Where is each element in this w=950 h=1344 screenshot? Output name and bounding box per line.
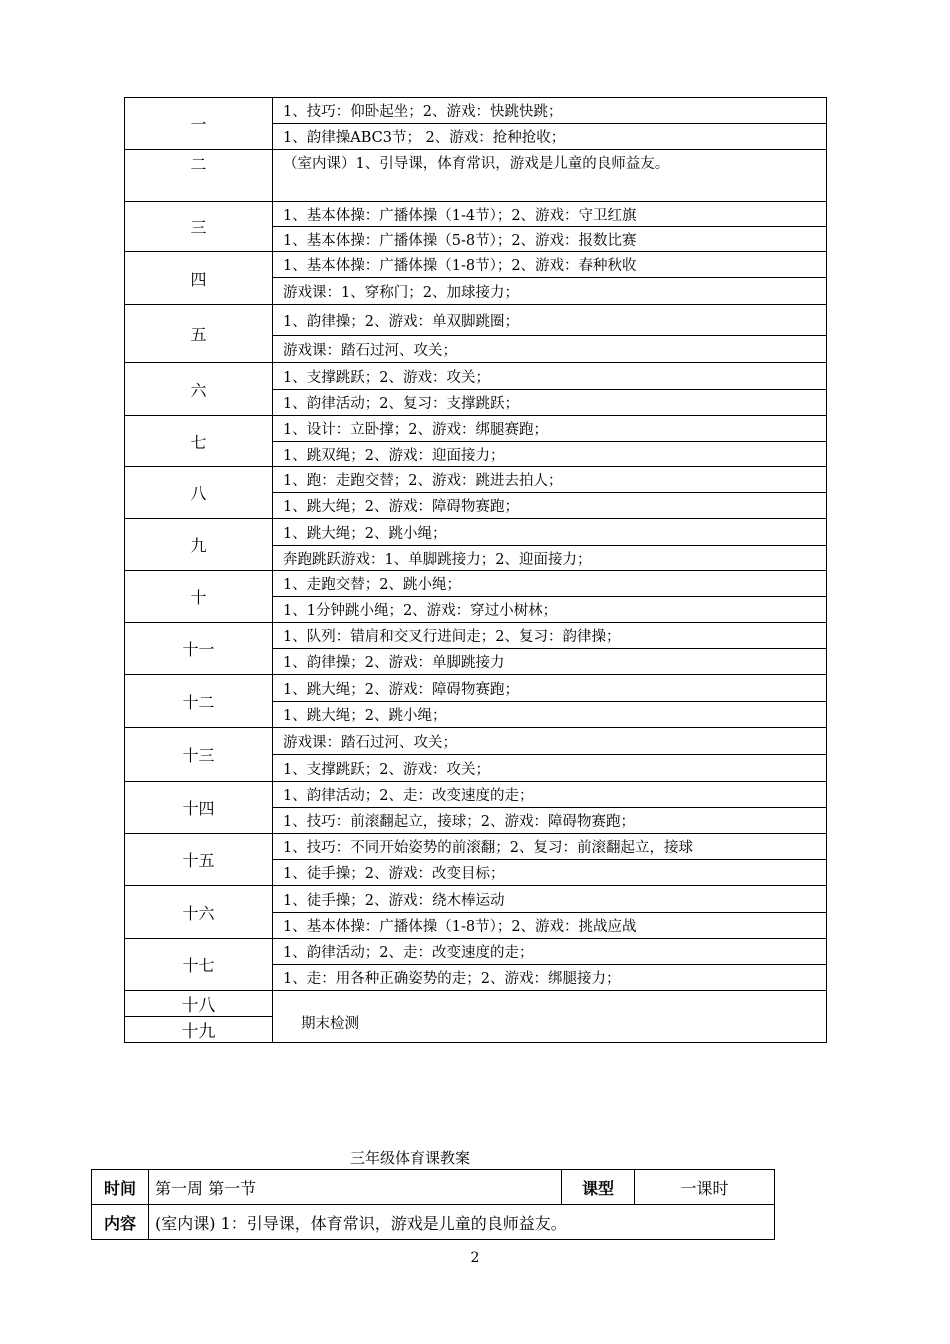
schedule-row [125, 305, 827, 336]
lesson-content: 游戏课：1、穿称门；2、加球接力； [273, 278, 827, 305]
lesson-content: 1、技巧：前滚翻起立，接球；2、游戏：障碍物赛跑； [273, 808, 827, 834]
content-value: (室内课) 1：引导课，体育常识，游戏是儿童的良师益友。 [149, 1205, 775, 1240]
lesson-content: 1、韵律活动；2、走：改变速度的走； [273, 939, 827, 965]
lesson-content: 1、技巧：仰卧起坐；2、游戏：快跳快跳； [273, 98, 827, 124]
week-label: 十一 [125, 623, 273, 675]
week-label: 十六 [125, 886, 273, 939]
schedule-row [125, 416, 827, 442]
schedule-row [125, 728, 827, 755]
week-label: 十八 [125, 991, 273, 1017]
lesson-content: 1、跳大绳；2、跳小绳； [273, 519, 827, 546]
page-number: 2 [470, 1250, 480, 1266]
lesson-content: 1、韵律操；2、游戏：单脚跳接力 [273, 649, 827, 675]
week-label: 十二 [125, 675, 273, 728]
lesson-content: 1、韵律操ABC3节； 2、游戏：抢种抢收； [273, 124, 827, 150]
lesson-content: 1、1分钟跳小绳；2、游戏：穿过小树林； [273, 597, 827, 623]
week-label: 七 [125, 416, 273, 467]
week-label: 三 [125, 202, 273, 252]
schedule-row [125, 363, 827, 390]
lesson-content: 1、基本体操：广播体操（1-8节）；2、游戏：春种秋收 [273, 252, 827, 278]
schedule-row [125, 675, 827, 702]
schedule-row [125, 623, 827, 649]
lesson-content: 1、技巧：不同开始姿势的前滚翻；2、复习：前滚翻起立，接球 [273, 834, 827, 860]
lesson-content: 1、跳大绳；2、游戏：障碍物赛跑； [273, 493, 827, 519]
lesson-content: 1、韵律活动；2、走：改变速度的走； [273, 782, 827, 808]
week-label: 一 [125, 98, 273, 150]
lesson-content: 1、基本体操：广播体操（5-8节）；2、游戏：报数比赛 [273, 227, 827, 252]
lesson-content: 奔跑跳跃游戏：1、单脚跳接力；2、迎面接力； [273, 546, 827, 571]
lesson-plan-table [91, 1169, 775, 1240]
week-label: 十四 [125, 782, 273, 834]
lesson-content: 1、支撑跳跃；2、游戏：攻关； [273, 755, 827, 782]
week-label: 四 [125, 252, 273, 305]
schedule-row [125, 150, 827, 202]
schedule-row [125, 991, 827, 1017]
lesson-content: 1、徒手操；2、游戏：改变目标； [273, 860, 827, 886]
type-label: 课型 [562, 1170, 635, 1205]
lesson-content: 1、基本体操：广播体操（1-8节）；2、游戏：挑战应战 [273, 913, 827, 939]
schedule-row [125, 834, 827, 860]
lesson-content: 1、跳大绳；2、游戏：障碍物赛跑； [273, 675, 827, 702]
lesson-plan-caption: 三年级体育课教案 [349, 1149, 470, 1167]
week-label: 二 [125, 150, 273, 202]
lesson-plan-time-row [92, 1170, 775, 1205]
time-value: 第一周 第一节 [149, 1170, 562, 1205]
schedule-row [125, 782, 827, 808]
schedule-row [125, 886, 827, 913]
lesson-content: 1、跳双绳；2、游戏：迎面接力； [273, 442, 827, 467]
schedule-row [125, 98, 827, 124]
final-exam-content: 期末检测 [273, 991, 827, 1043]
lesson-content: 1、韵律活动；2、复习：支撑跳跃； [273, 390, 827, 416]
schedule-row [125, 519, 827, 546]
schedule-row [125, 252, 827, 278]
schedule-row [125, 202, 827, 227]
lesson-plan-content-row [92, 1205, 775, 1240]
week-label: 十七 [125, 939, 273, 991]
lesson-content: 1、走跑交替；2、跳小绳； [273, 571, 827, 597]
content-label: 内容 [92, 1205, 149, 1240]
lesson-content: 游戏课：踏石过河、攻关； [273, 728, 827, 755]
week-label: 十三 [125, 728, 273, 782]
schedule-row [125, 939, 827, 965]
schedule-table [124, 97, 827, 1043]
time-label: 时间 [92, 1170, 149, 1205]
lesson-content: 1、走：用各种正确姿势的走；2、游戏：绑腿接力； [273, 965, 827, 991]
lesson-content: 1、韵律操；2、游戏：单双脚跳圈； [273, 305, 827, 336]
lesson-content: 1、跳大绳；2、跳小绳； [273, 702, 827, 728]
lesson-content: 1、支撑跳跃；2、游戏：攻关； [273, 363, 827, 390]
lesson-content: 1、跑：走跑交替；2、游戏：跳进去拍人； [273, 467, 827, 493]
type-value: 一课时 [635, 1170, 775, 1205]
lesson-content: 1、徒手操；2、游戏：绕木棒运动 [273, 886, 827, 913]
lesson-content: 1、基本体操：广播体操（1-4节）；2、游戏：守卫红旗 [273, 202, 827, 227]
week-label: 五 [125, 305, 273, 363]
week-label: 六 [125, 363, 273, 416]
week-label: 九 [125, 519, 273, 571]
week-label: 十 [125, 571, 273, 623]
week-label: 八 [125, 467, 273, 519]
week-label: 十五 [125, 834, 273, 886]
schedule-row [125, 467, 827, 493]
lesson-content: 1、设计：立卧撑；2、游戏：绑腿赛跑； [273, 416, 827, 442]
lesson-content: （室内课）1、引导课，体育常识，游戏是儿童的良师益友。 [273, 150, 827, 202]
lesson-content: 游戏课：踏石过河、攻关； [273, 336, 827, 363]
week-label: 十九 [125, 1017, 273, 1043]
lesson-content: 1、队列：错肩和交叉行进间走；2、复习：韵律操； [273, 623, 827, 649]
schedule-row [125, 571, 827, 597]
